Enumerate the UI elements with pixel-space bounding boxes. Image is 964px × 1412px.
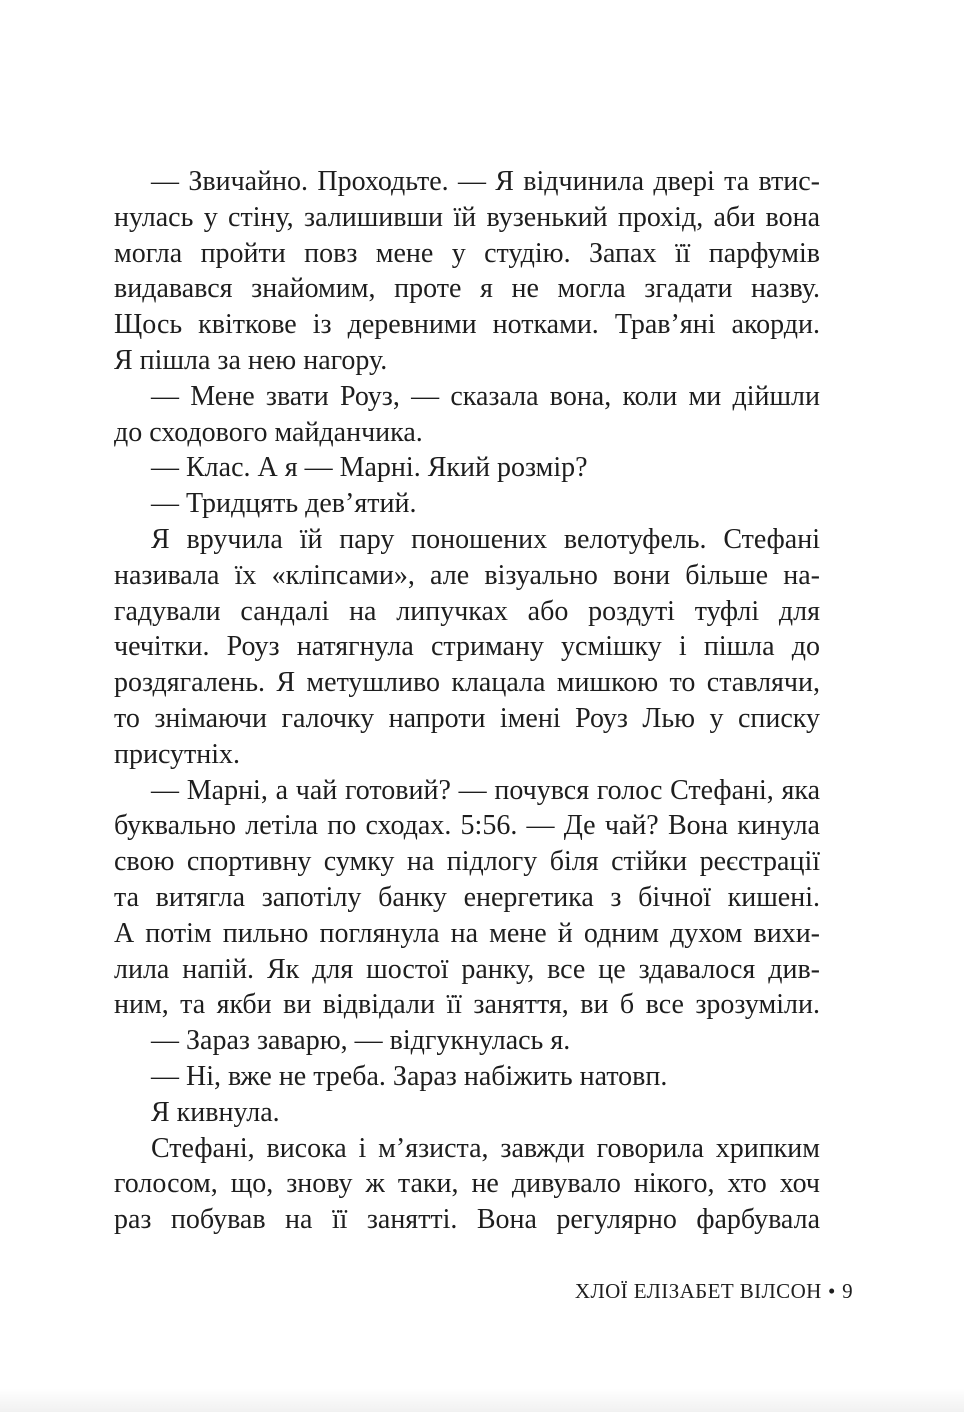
text-line: роздягалень. Я метушливо клацала мишкою то ставлячи, [114,667,820,699]
text-line: — Зараз заварю, — відгукнулась я. [151,1025,571,1057]
text-line: буквально летіла по сходах. 5:56. — Де чай? Вона кинула [114,810,820,842]
text-line: — Мене звати Роуз, — сказала вона, коли ми дійшли [151,380,820,412]
text-block [114,164,820,1238]
text-line: Я кивнула. [151,1096,280,1128]
footer-separator: • [828,1279,836,1303]
text-line: А потім пильно поглянула на мене й одним духом вихи- [114,917,820,949]
page-footer [114,1277,853,1305]
text-line: називала їх «кліпсами», але візуально вони більше на- [114,559,820,591]
text-line: — Ні, вже не треба. Зараз набіжить натовп. [151,1060,668,1092]
text-line: Я пішла за нею нагору. [114,344,388,376]
text-line: — Звичайно. Проходьте. — Я відчинила двері та втис- [151,166,820,197]
text-line: — Марні, а чай готовий? — почувся голос Стефані, яка [151,774,820,806]
text-line: Стефані, висока і м’язиста, завжди говорила хрипким [151,1132,820,1164]
text-line: ним, та якби ви відвідали її заняття, ви б все зрозуміли. [114,989,820,1021]
text-line: лила напій. Як для шостої ранку, все це здавалося див- [114,953,820,985]
text-line: могла пройти повз мене у студію. Запах її парфумів [114,237,820,269]
page-number: 9 [842,1279,853,1303]
text-line: — Тридцять дев’ятий. [151,488,417,520]
text-line: видавався знайомим, проте я не могла згадати назву. [114,273,820,305]
text-line: раз побував на її занятті. Вона регулярно фарбувала [114,1204,820,1236]
running-title: ХЛОЇ ЕЛІЗАБЕТ ВІЛСОН [574,1279,822,1303]
page-bottom-shadow [0,1388,964,1412]
text-line: Я вручила їй пару поношених велотуфель. Стефані [151,523,820,555]
text-line: — Клас. А я — Марні. Який розмір? [151,452,588,484]
text-line: голосом, що, знову ж таки, не дивувало нікого, хто хоч [114,1168,820,1200]
text-line: Щось квіткове із деревними нотками. Трав’яні акорди. [114,309,820,341]
text-line: гадували сандалі на липучках або роздуті туфлі для [114,595,820,627]
text-line: чечітки. Роуз натягнула стриману усмішку і пішла до [114,631,820,663]
text-line: свою спортивну сумку на підлогу біля стійки реєстрації [114,846,820,878]
text-line: присутніх. [114,738,241,770]
text-line: то знімаючи галочку напроти імені Роуз Лью у списку [114,702,820,734]
text-line: до сходового майданчика. [114,416,423,448]
text-line: та витягла запотілу банку енергетика з бічної кишені. [114,881,820,913]
text-line: нулась у стіну, залишивши їй вузенький прохід, аби вона [114,201,820,233]
